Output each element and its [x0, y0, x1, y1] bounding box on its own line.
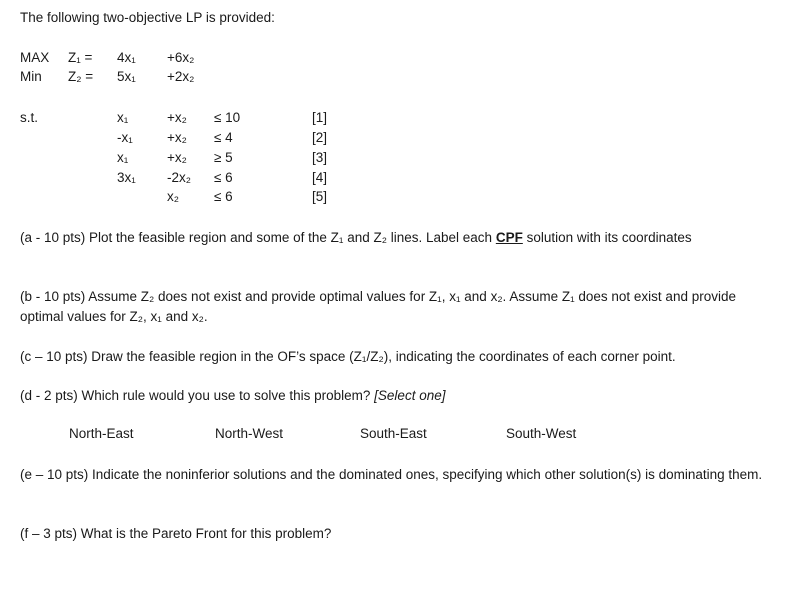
- objective-name-z1: Z₁ =: [68, 50, 93, 65]
- objective-sense-min: Min: [20, 69, 42, 84]
- constraint-4-rel: ≤ 6: [214, 170, 233, 185]
- option-north-east[interactable]: North-East: [69, 426, 134, 441]
- constraint-3-rel: ≥ 5: [214, 150, 233, 165]
- constraint-5-tag: [5]: [312, 189, 328, 204]
- constraint-3-tag: [3]: [312, 150, 328, 165]
- question-d: [20, 386, 765, 406]
- question-a-text: (a - 10 pts) Plot the feasible region and some of the Z₁ and Z₂ lines. Label each: [20, 230, 496, 245]
- constraint-4-tag: [4]: [312, 170, 328, 185]
- constraint-3-a: x₁: [117, 150, 129, 165]
- question-a: [20, 228, 765, 248]
- objective-name-z2: Z₂ =: [68, 69, 94, 84]
- constraint-1-a: x₁: [117, 110, 129, 125]
- select-one-hint: [Select one]: [374, 388, 446, 403]
- constraint-1-rel: ≤ 10: [214, 110, 241, 125]
- constraint-2-b: +x₂: [167, 130, 187, 145]
- constraint-2-a: -x₁: [117, 130, 133, 145]
- question-d-text: (d - 2 pts) Which rule would you use to solve this problem?: [20, 388, 375, 403]
- objective-z1-term2: +6x₂: [167, 50, 195, 65]
- constraint-3-b: +x₂: [167, 150, 187, 165]
- constraint-5-rel: ≤ 6: [214, 189, 233, 204]
- intro-text: The following two-objective LP is provided:: [20, 10, 275, 25]
- objective-z1-term1: 4x₁: [117, 50, 136, 65]
- question-b: (b - 10 pts) Assume Z₂ does not exist and provide optimal values for Z₁, x₁ and x₂. Assume Z₁ does not exist and provide optimal values for Z₂, x₁ and x₂.: [20, 289, 736, 324]
- st-label: s.t.: [20, 110, 39, 125]
- question-a-text-end: solution with its coordinates: [522, 230, 692, 245]
- constraint-5-b: x₂: [167, 189, 179, 204]
- constraint-1-b: +x₂: [167, 110, 187, 125]
- question-f: (f – 3 pts) What is the Pareto Front for this problem?: [20, 526, 332, 541]
- constraint-4-b: -2x₂: [167, 170, 191, 185]
- objective-z2-term1: 5x₁: [117, 69, 136, 84]
- option-north-west[interactable]: North-West: [215, 426, 284, 441]
- constraint-2-rel: ≤ 4: [214, 130, 233, 145]
- question-e: (e – 10 pts) Indicate the noninferior solutions and the dominated ones, specifying which other solution(s) is dominating them.: [20, 467, 763, 482]
- option-south-west[interactable]: South-West: [506, 426, 577, 441]
- constraint-2-tag: [2]: [312, 130, 328, 145]
- option-south-east[interactable]: South-East: [360, 426, 427, 441]
- objective-sense-max: MAX: [20, 50, 50, 65]
- objective-z2-term2: +2x₂: [167, 69, 195, 84]
- constraint-1-tag: [1]: [312, 110, 328, 125]
- question-c: (c – 10 pts) Draw the feasible region in the OF’s space (Z₁/Z₂), indicating the coordinates of each corner point.: [20, 349, 676, 364]
- cpf-term: CPF: [495, 230, 523, 245]
- constraint-4-a: 3x₁: [117, 170, 136, 185]
